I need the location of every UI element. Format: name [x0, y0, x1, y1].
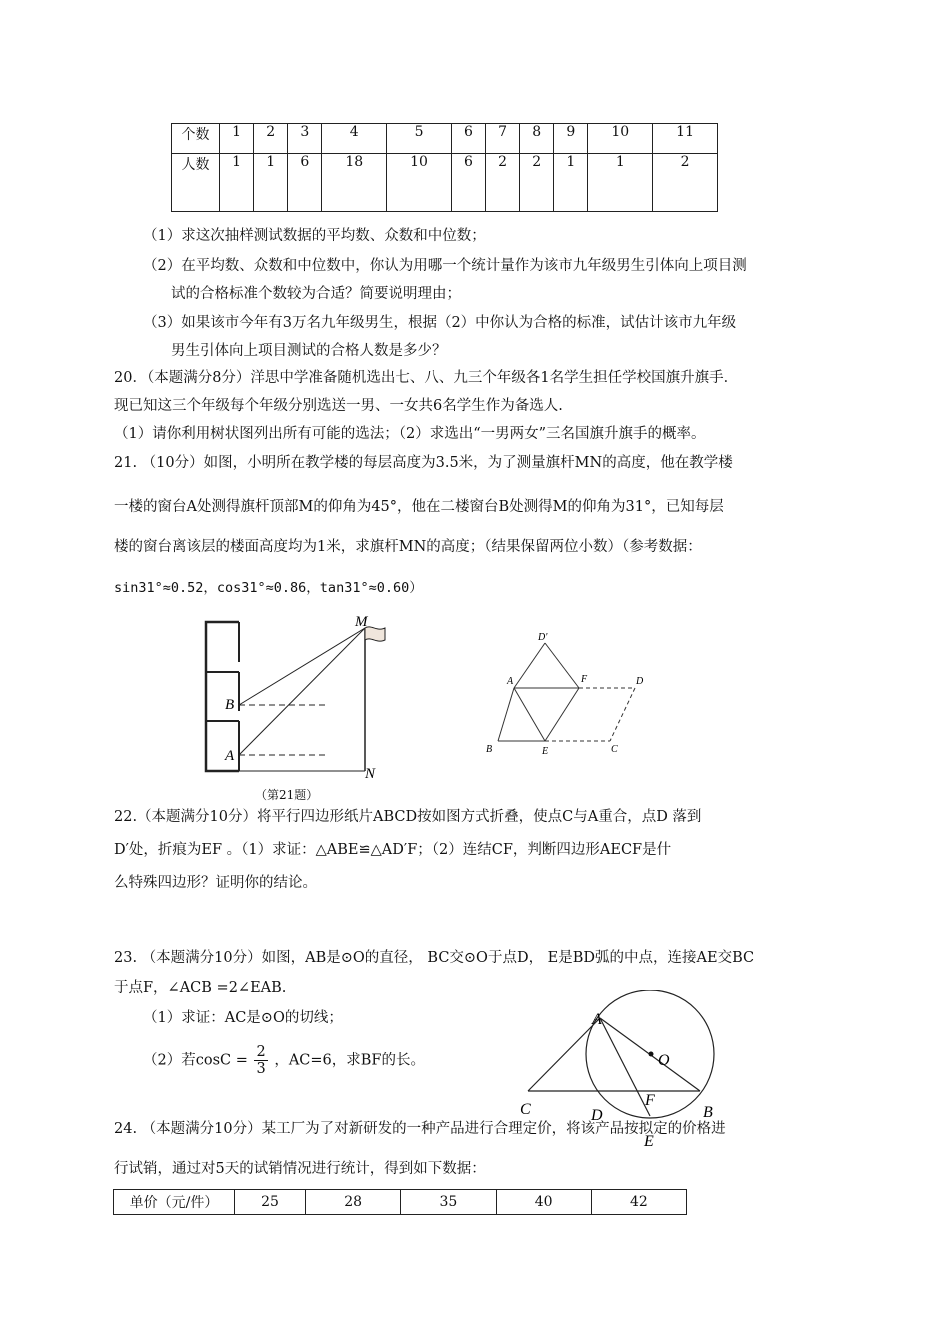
table-cell: 2: [653, 154, 718, 212]
q20-line1: 20．（本题满分8分）洋思中学准备随机选出七、八、九三个年级各1名学生担任学校国旗升旗手．: [114, 370, 739, 386]
table-cell: 1: [554, 154, 588, 212]
label-a: A: [225, 748, 235, 764]
label-d: D: [636, 676, 644, 687]
label-f: F: [645, 1092, 655, 1109]
figure-21-caption: （第21题）: [255, 788, 319, 802]
label-d-prime: D': [538, 632, 548, 643]
q23-line2: 于点F，∠ACB =2∠EAB.: [114, 980, 287, 996]
figure-22-parallelogram: [480, 628, 660, 758]
label-e: E: [644, 1133, 654, 1150]
q19-part1: （1）求这次抽样测试数据的平均数、众数和中位数；: [143, 228, 486, 244]
q19-part2-line2: 试的合格标准个数较为合适？简要说明理由；: [171, 286, 461, 302]
table-cell: 9: [554, 124, 588, 154]
q24-line1: 24. （本题满分10分）某工厂为了对新研发的一种产品进行合理定价，将该产品按拟定的价格进: [114, 1121, 726, 1137]
q21-line1: 21. （10分）如图，小明所在教学楼的每层高度为3.5米，为了测量旗杆MN的高度，他在教学楼: [114, 455, 733, 471]
table-cell: 1: [220, 124, 254, 154]
label-e: E: [542, 746, 549, 757]
table-cell: 1: [588, 154, 653, 212]
q22-line1: 22.（本题满分10分）将平行四边形纸片ABCD按如图方式折叠，使点C与A重合，点D 落到: [114, 809, 702, 825]
q24-line2: 行试销，通过对5天的试销情况进行统计，得到如下数据：: [114, 1161, 486, 1177]
table-cell: 2: [520, 154, 554, 212]
table-cell: 42: [591, 1190, 686, 1215]
q21-line2: 一楼的窗台A处测得旗杆顶部M的仰角为45°，他在二楼窗台B处测得M的仰角为31°，已知每层: [114, 499, 724, 515]
table-cell: 6: [451, 124, 485, 154]
table-cell: 25: [235, 1190, 306, 1215]
label-m: M: [355, 614, 368, 630]
table-cell: 1: [220, 154, 254, 212]
q23-cos-label: （2）若cosC =: [143, 1052, 248, 1069]
q19-part3-line1: （3）如果该市今年有3万名九年级男生，根据（2）中你认为合格的标准，试估计该市九年级: [143, 315, 737, 331]
label-b: B: [703, 1104, 713, 1121]
table-header-count: 个数: [172, 124, 220, 154]
fraction-numerator: 2: [256, 1044, 266, 1060]
table-cell: 11: [653, 124, 718, 154]
q21-line4: sin31°≈0.52，cos31°≈0.86，tan31°≈0.60）: [114, 580, 423, 596]
frequency-table: [171, 123, 718, 212]
q20-line3: （1）请你利用树状图列出所有可能的选法；（2）求选出“一男两女”三名国旗升旗手的概率。: [114, 426, 706, 442]
q23-line1: 23. （本题满分10分）如图，AB是⊙O的直径， BC交⊙O于点D， E是BD弧的中点，连接AE交BC: [114, 950, 755, 966]
table-cell: 8: [520, 124, 554, 154]
q23-line4: [143, 1044, 425, 1077]
table-cell: 3: [288, 124, 322, 154]
label-d: D: [591, 1107, 603, 1124]
q21-line3: 楼的窗台离该层的楼面高度均为1米，求旗杆MN的高度；（结果保留两位小数）（参考数据：: [114, 539, 702, 555]
figure-21-flagpole: [195, 610, 395, 790]
price-table: [113, 1189, 687, 1215]
table-cell: 10: [387, 154, 452, 212]
q22-line2: D′处，折痕为EF 。（1）求证：△ABE≌△AD′F；（2）连结CF，判断四边形AECF是什: [114, 842, 672, 858]
table-header-people: 人数: [172, 154, 220, 212]
table-cell: 6: [288, 154, 322, 212]
label-o: O: [658, 1052, 670, 1069]
table-cell: 4: [322, 124, 387, 154]
label-c: C: [520, 1101, 531, 1118]
q23-line3: （1）求证：AC是⊙O的切线；: [143, 1010, 343, 1026]
table-cell: 7: [486, 124, 520, 154]
label-n: N: [365, 766, 376, 782]
table-cell: 2: [486, 154, 520, 212]
label-a: A: [592, 1011, 602, 1028]
q22-line3: 么特殊四边形？证明你的结论。: [114, 875, 317, 891]
table-cell: 35: [401, 1190, 496, 1215]
table-cell: 2: [254, 124, 288, 154]
fraction: [254, 1044, 267, 1077]
label-c: C: [611, 744, 618, 755]
table-cell: 5: [387, 124, 452, 154]
fraction-denominator: 3: [256, 1061, 266, 1077]
center-point: [649, 1052, 654, 1057]
table-cell: 28: [306, 1190, 401, 1215]
label-b: B: [486, 744, 493, 755]
q20-line2: 现已知这三个年级每个年级分别选送一男、一女共6名学生作为备选人.: [114, 398, 563, 414]
table-cell: 10: [588, 124, 653, 154]
table-cell: 1: [254, 154, 288, 212]
table-cell: 18: [322, 154, 387, 212]
label-f: F: [581, 674, 588, 685]
q19-part3-line2: 男生引体向上项目测试的合格人数是多少？: [171, 343, 447, 359]
table-cell: 6: [451, 154, 485, 212]
label-a: A: [507, 676, 514, 687]
label-b: B: [225, 697, 235, 713]
q19-part2-line1: （2）在平均数、众数和中位数中，你认为用哪一个统计量作为该市九年级男生引体向上项目测: [143, 258, 747, 274]
q23-cos-rest: ，AC=6，求BF的长。: [274, 1052, 425, 1069]
price-header: 单价（元/件）: [114, 1190, 235, 1215]
table-cell: 40: [496, 1190, 591, 1215]
